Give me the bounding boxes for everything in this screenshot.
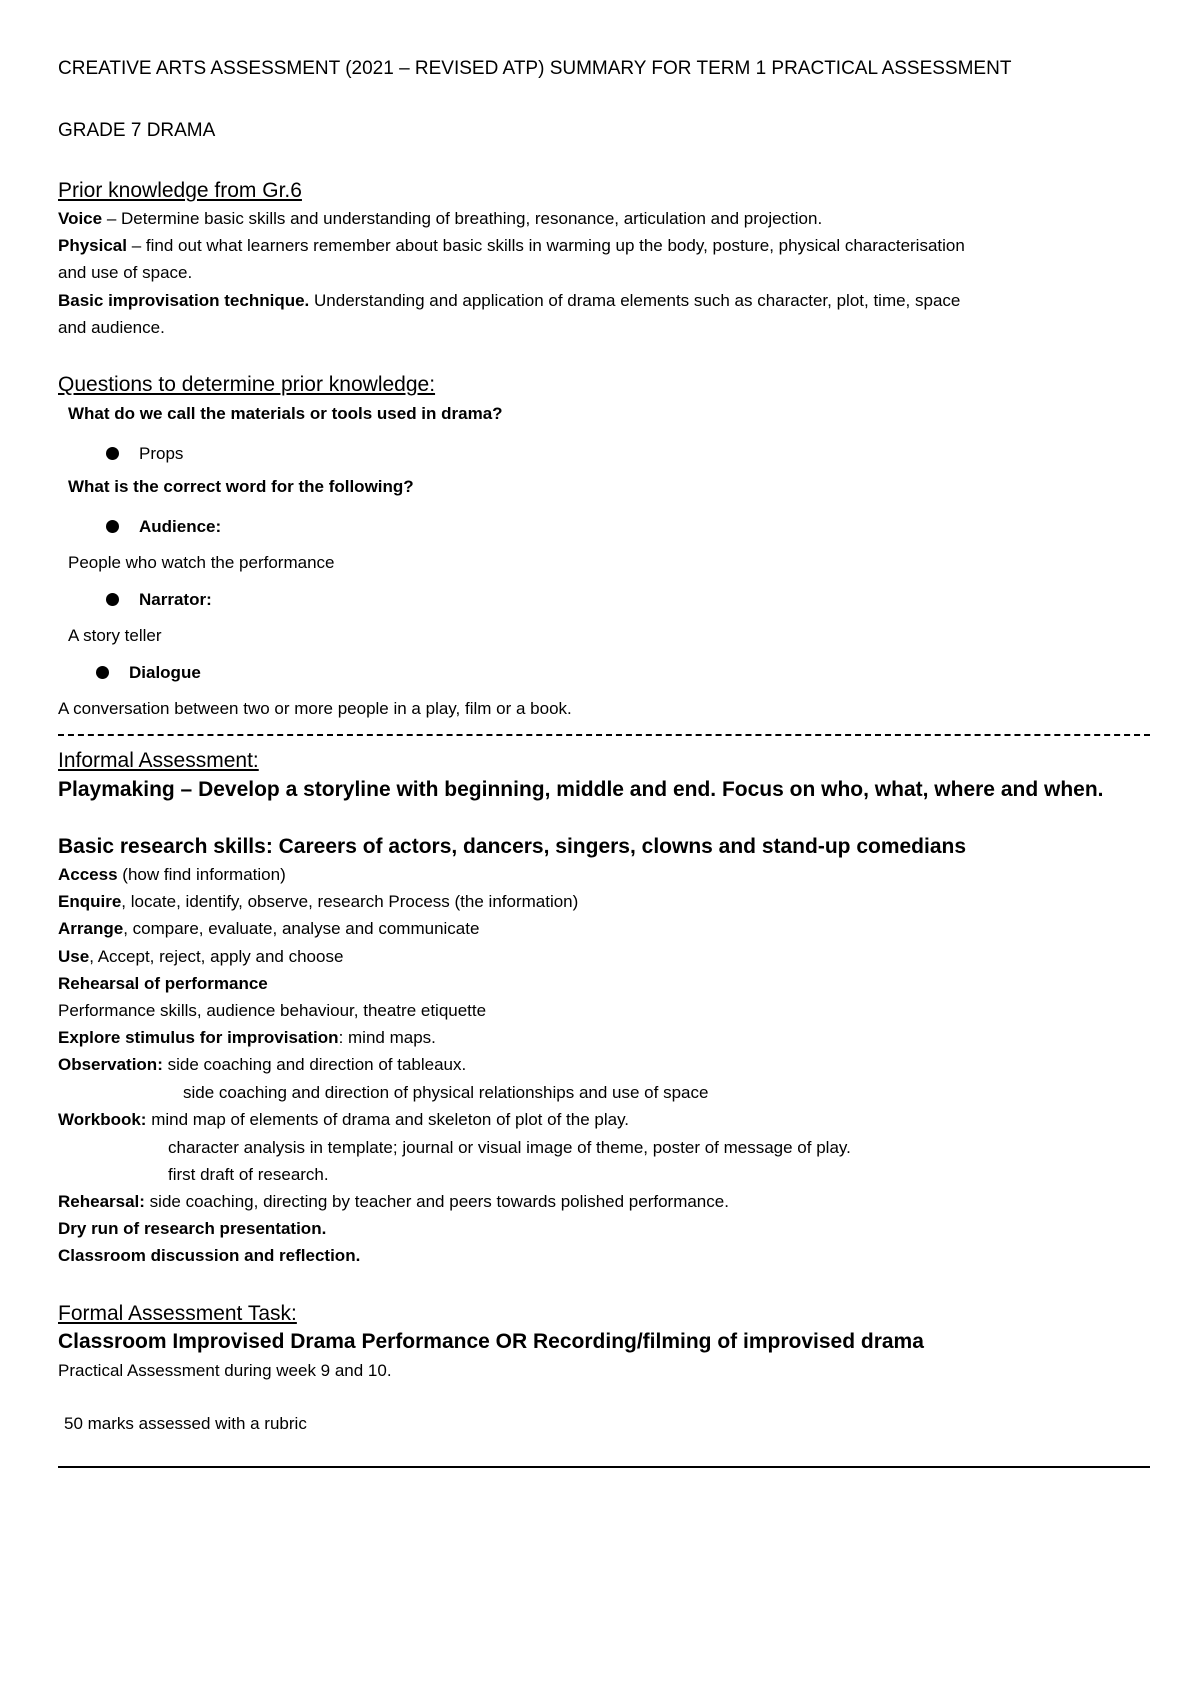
improv-text: Understanding and application of drama elements such as character, plot, time, space: [309, 291, 961, 310]
voice-term: Voice: [58, 209, 103, 228]
bottom-rule: [58, 1466, 1150, 1468]
access-line: [58, 864, 286, 886]
explore-term: Explore stimulus for improvisation: [58, 1028, 339, 1047]
prior-improv-line-2: and audience.: [58, 318, 165, 337]
definition-3: A conversation between two or more people in a play, film or a book.: [58, 699, 572, 718]
rehearsal-line: [58, 1191, 729, 1213]
discussion-line: Classroom discussion and reflection.: [58, 1246, 361, 1265]
term-3-item: [96, 662, 201, 684]
definition-2: A story teller: [68, 626, 162, 645]
formal-marks: 50 marks assessed with a rubric: [64, 1414, 307, 1433]
questions-heading: Questions to determine prior knowledge:: [58, 373, 436, 396]
bullet-icon: [106, 593, 119, 606]
question-1: What do we call the materials or tools used in drama?: [68, 404, 503, 423]
workbook-text: mind map of elements of drama and skeleton of plot of the play.: [146, 1110, 630, 1129]
observation-term: Observation:: [58, 1055, 163, 1074]
answer-1: Props: [139, 444, 184, 463]
use-text: , Accept, reject, apply and choose: [89, 947, 344, 966]
use-line: [58, 946, 343, 968]
prior-improv-line: [58, 290, 960, 312]
observation-text: side coaching and direction of tableaux.: [162, 1055, 467, 1074]
term-2: Narrator:: [139, 590, 212, 609]
formal-task: Classroom Improvised Drama Performance OR Recording/filming of improvised drama: [58, 1330, 924, 1353]
voice-text: – Determine basic skills and understanding of breathing, resonance, articulation and projection.: [102, 209, 823, 228]
rehearsal-term: Rehearsal:: [58, 1192, 145, 1211]
physical-term: Physical: [58, 236, 127, 255]
arrange-term: Arrange: [58, 919, 124, 938]
performance-skills: Performance skills, audience behaviour, theatre etiquette: [58, 1001, 487, 1020]
arrange-text: , compare, evaluate, analyse and communicate: [123, 919, 480, 938]
access-text: (how find information): [117, 865, 286, 884]
arrange-line: [58, 918, 479, 940]
bullet-icon: [96, 666, 109, 679]
prior-knowledge-heading: Prior knowledge from Gr.6: [58, 179, 302, 202]
term-3: Dialogue: [129, 663, 201, 682]
bullet-icon: [106, 520, 119, 533]
definition-1: People who watch the performance: [68, 553, 335, 572]
formal-heading: Formal Assessment Task:: [58, 1302, 297, 1325]
prior-physical-line: [58, 235, 965, 257]
question-2: What is the correct word for the following?: [68, 477, 414, 496]
research-heading: Basic research skills: Careers of actors, dancers, singers, clowns and stand-up comedians: [58, 835, 967, 858]
formal-when: Practical Assessment during week 9 and 10.: [58, 1361, 392, 1380]
workbook-line: [58, 1109, 629, 1131]
workbook-line-2: character analysis in template; journal or visual image of theme, poster of message of play.: [168, 1138, 851, 1157]
observation-line: [58, 1054, 466, 1076]
physical-text: – find out what learners remember about basic skills in warming up the body, posture, physical characterisation: [127, 236, 965, 255]
observation-line-2: side coaching and direction of physical relationships and use of space: [183, 1083, 709, 1102]
term-1: Audience:: [139, 517, 222, 536]
bullet-icon: [106, 447, 119, 460]
enquire-text: , locate, identify, observe, research Process (the information): [121, 892, 579, 911]
document-subtitle: GRADE 7 DRAMA: [58, 120, 216, 141]
playmaking-line: Playmaking – Develop a storyline with beginning, middle and end. Focus on who, what, where and when.: [58, 778, 1104, 801]
prior-physical-line-2: and use of space.: [58, 263, 193, 282]
explore-line: [58, 1027, 436, 1049]
improv-term: Basic improvisation technique.: [58, 291, 310, 310]
workbook-line-3: first draft of research.: [168, 1165, 329, 1184]
workbook-term: Workbook:: [58, 1110, 147, 1129]
explore-text: : mind maps.: [338, 1028, 436, 1047]
informal-heading: Informal Assessment:: [58, 749, 259, 772]
term-2-item: [106, 589, 212, 611]
prior-voice-line: [58, 208, 822, 230]
answer-1-item: [106, 443, 183, 465]
dashed-divider: [58, 734, 1150, 736]
access-term: Access: [58, 865, 118, 884]
rehearsal-text: side coaching, directing by teacher and peers towards polished performance.: [144, 1192, 729, 1211]
enquire-line: [58, 891, 578, 913]
use-term: Use: [58, 947, 90, 966]
enquire-term: Enquire: [58, 892, 122, 911]
term-1-item: [106, 516, 221, 538]
dry-run-line: Dry run of research presentation.: [58, 1219, 327, 1238]
document-title: CREATIVE ARTS ASSESSMENT (2021 – REVISED ATP) SUMMARY FOR TERM 1 PRACTICAL ASSESSMENT: [58, 58, 1012, 79]
rehearsal-of-performance: Rehearsal of performance: [58, 974, 268, 993]
